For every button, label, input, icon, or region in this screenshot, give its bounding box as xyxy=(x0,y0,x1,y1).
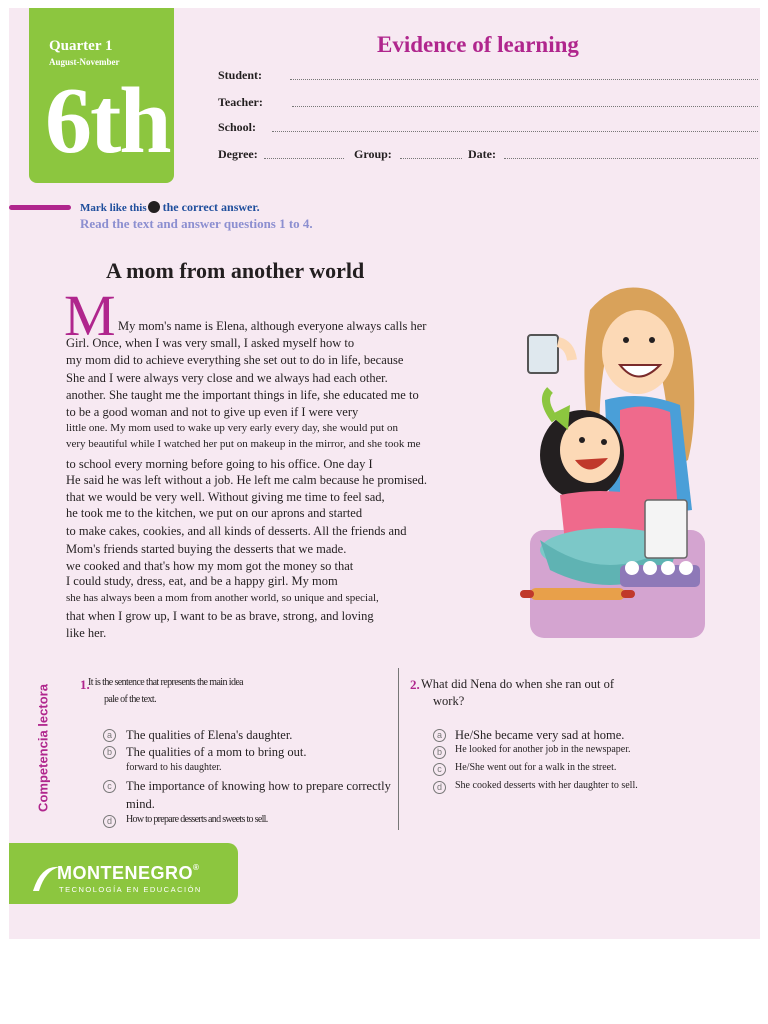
story-line: he took me to the kitchen, we put on our aprons and started xyxy=(66,506,363,520)
group-field[interactable] xyxy=(400,158,462,159)
answer-option-text: He/She went out for a walk in the street. xyxy=(455,762,617,773)
answer-option-text: She cooked desserts with her daughter to sell. xyxy=(455,780,638,791)
filled-circle-icon xyxy=(148,201,160,213)
answer-bubble-b[interactable]: b xyxy=(103,746,116,759)
story-line: that when I grow up, I want to be as brave, strong, and loving xyxy=(66,609,374,623)
answer-bubble-d[interactable]: d xyxy=(103,815,116,828)
teacher-field[interactable] xyxy=(292,106,758,107)
column-divider xyxy=(398,668,399,830)
school-field[interactable] xyxy=(272,131,758,132)
mark-instruction xyxy=(80,200,260,215)
months-label: August-November xyxy=(49,57,120,67)
question-number: 2. xyxy=(410,677,420,692)
publisher-logo xyxy=(9,843,238,904)
section-label: Competencia lectora xyxy=(35,684,51,812)
question-text: What did Nena do when she ran out of xyxy=(421,677,614,691)
quarter-label: Quarter 1 xyxy=(49,38,113,54)
student-label: Student: xyxy=(218,68,263,82)
story-line: I could study, dress, eat, and be a happy girl. My mom xyxy=(66,574,338,588)
story-line: she has always been a mom from another world, so unique and special, xyxy=(66,592,379,604)
question-text: pale of the text. xyxy=(104,694,156,705)
answer-bubble-b[interactable]: b xyxy=(433,746,446,759)
story-line: to make cakes, cookies, and all kinds of desserts. All the friends and xyxy=(66,524,407,538)
answer-bubble-a[interactable]: a xyxy=(433,729,446,742)
answer-bubble-d[interactable]: d xyxy=(433,781,446,794)
teacher-label: Teacher: xyxy=(218,95,263,109)
story-line: Mom's friends started buying the desserts that we made. xyxy=(66,542,347,556)
degree-field[interactable] xyxy=(264,158,344,159)
mark-prefix: Mark like this xyxy=(80,202,147,214)
answer-option-text: He looked for another job in the newspaper. xyxy=(455,744,631,755)
story-line: another. She taught me the important things in life, she educated me to xyxy=(66,388,419,402)
story-line: He said he was left without a job. He left me calm because he promised. xyxy=(66,473,427,487)
degree-label: Degree: xyxy=(218,147,258,161)
answer-bubble-c[interactable]: c xyxy=(103,780,116,793)
story-line: She and I were always very close and we always had each other. xyxy=(66,371,388,385)
read-instruction: Read the text and answer questions 1 to 4. xyxy=(80,216,313,231)
student-field[interactable] xyxy=(290,79,758,80)
school-label: School: xyxy=(218,120,257,134)
answer-option-text: The qualities of Elena's daughter. xyxy=(126,728,293,742)
mother-daughter-baking-illustration xyxy=(520,280,715,640)
answer-option-text: The qualities of a mom to bring out. xyxy=(126,745,307,759)
grade-label: 6th xyxy=(45,69,170,173)
story-line: my mom did to achieve everything she set out to do in life, because xyxy=(66,353,404,367)
answer-bubble-c[interactable]: c xyxy=(433,763,446,776)
grade-badge xyxy=(29,8,174,183)
story-line: Girl. Once, when I was very small, I asked myself how to xyxy=(66,336,355,350)
story-line: to school every morning before going to his office. One day I xyxy=(66,457,373,471)
answer-bubble-a[interactable]: a xyxy=(103,729,116,742)
logo-name: MONTENEGRO® xyxy=(57,863,200,883)
question-number: 1. xyxy=(80,677,90,692)
answer-option-text: forward to his daughter. xyxy=(126,762,222,773)
story-title: A mom from another world xyxy=(106,258,365,283)
story-line: we cooked and that's how my mom got the money so that xyxy=(66,559,354,573)
story-line: like her. xyxy=(66,626,107,640)
story-line: to be a good woman and not to give up even if I were very xyxy=(66,405,359,419)
story-line: very beautiful while I watched her put on makeup in the mirror, and she took me xyxy=(66,438,421,450)
group-label: Group: xyxy=(354,147,392,161)
answer-option-text: mind. xyxy=(126,797,155,811)
answer-option-text: He/She became very sad at home. xyxy=(455,728,625,742)
story-line: little one. My mom used to wake up very early every day, she would put on xyxy=(66,422,398,434)
date-field[interactable] xyxy=(504,158,758,159)
date-label: Date: xyxy=(468,147,496,161)
story-line: that we would be very well. Without giving me time to feel sad, xyxy=(66,490,385,504)
story-line: My mom's name is Elena, although everyone always calls her xyxy=(118,319,427,333)
logo-tagline: TECNOLOGÍA EN EDUCACIÓN xyxy=(59,885,202,894)
question-text: It is the sentence that represents the main idea xyxy=(88,677,244,688)
answer-option-text: The importance of knowing how to prepare correctly xyxy=(126,779,391,793)
page-title: Evidence of learning xyxy=(377,32,579,57)
question-text: work? xyxy=(433,694,465,708)
answer-option-text: How to prepare desserts and sweets to sell. xyxy=(126,814,268,825)
accent-bar xyxy=(9,205,71,210)
mark-answer: the correct answer. xyxy=(162,200,260,214)
drop-cap: M xyxy=(64,283,116,348)
